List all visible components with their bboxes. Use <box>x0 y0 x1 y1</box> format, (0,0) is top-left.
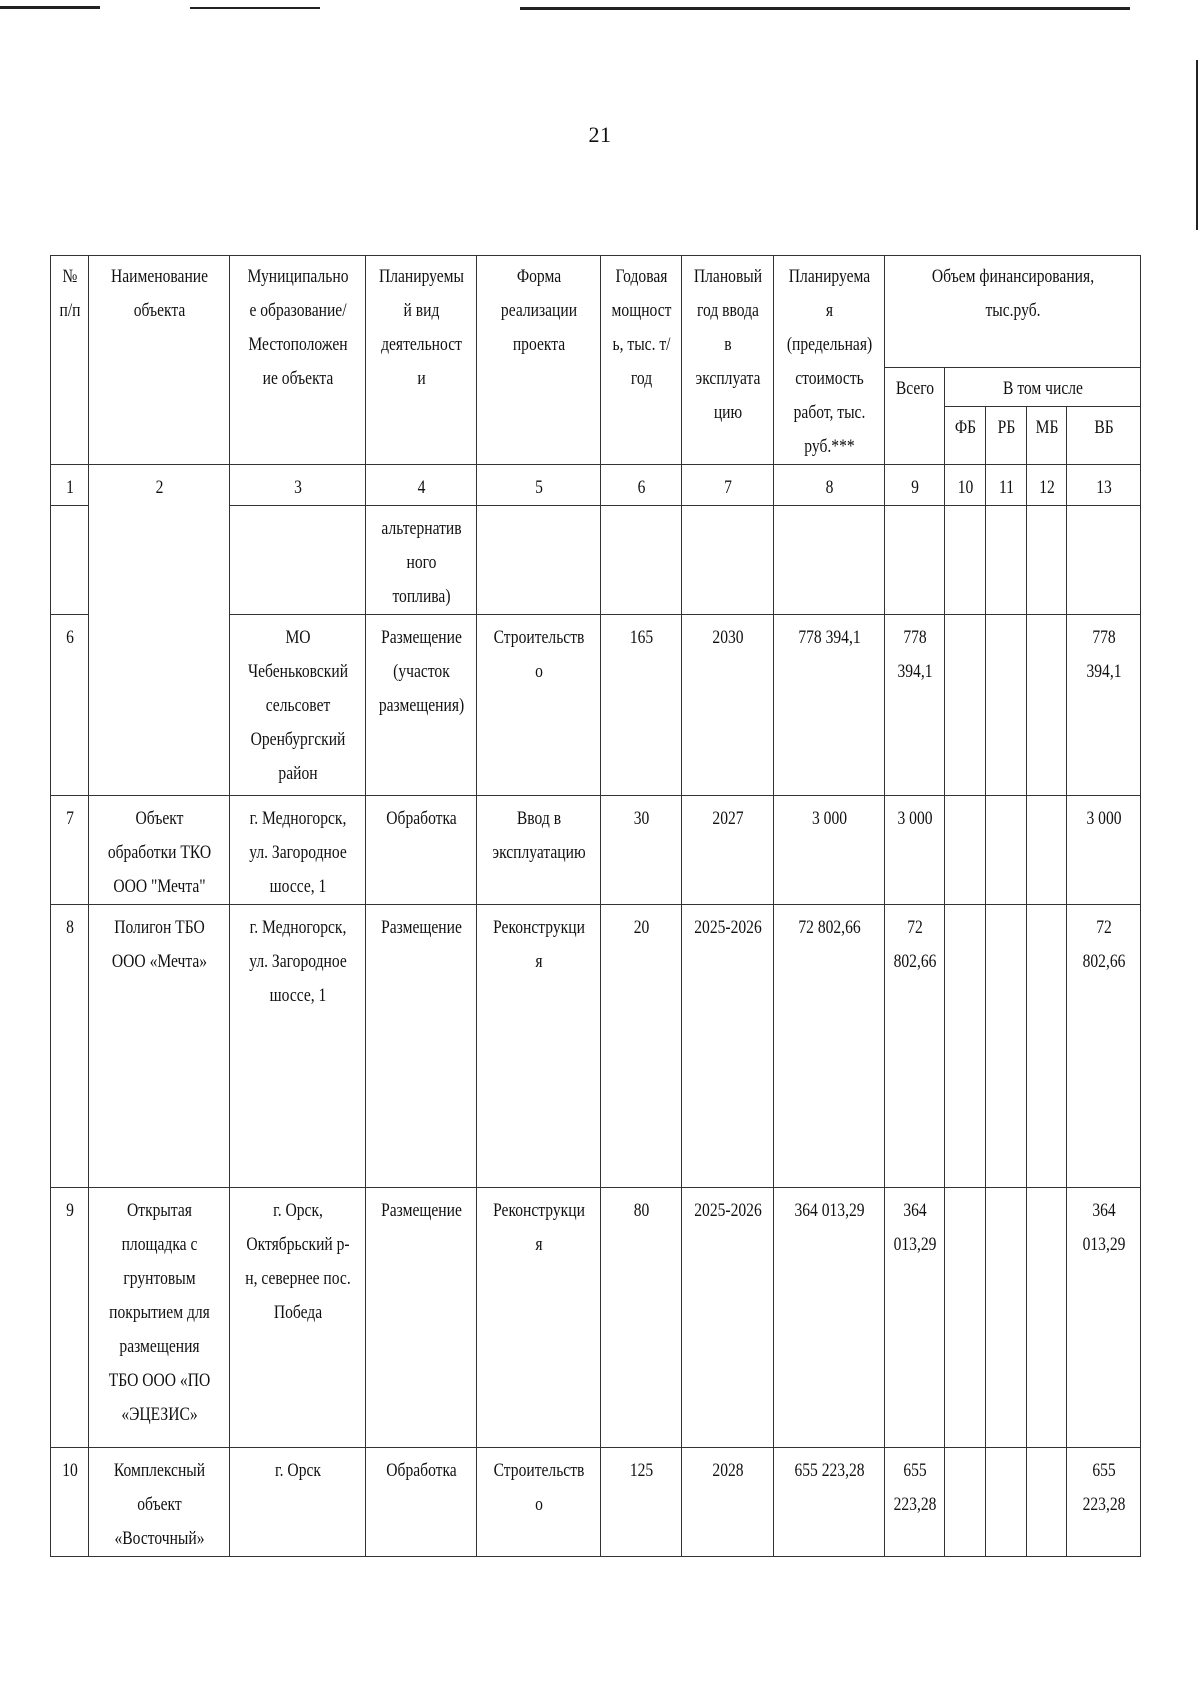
column-number-row <box>51 465 1141 506</box>
row-year: 2025-2026 <box>690 1188 765 1448</box>
page-number: 21 <box>588 122 612 147</box>
table-cell <box>101 506 217 615</box>
row-year: 2028 <box>690 1448 765 1557</box>
row-total: 364 013,29 <box>890 1188 939 1448</box>
row-municipality: г. Медногорск, ул. Загородное шоссе, 1 <box>242 796 354 905</box>
row-num: 9 <box>54 1188 85 1448</box>
row-year: 2025-2026 <box>690 905 765 1188</box>
table-cell <box>488 506 590 615</box>
row-fb <box>948 796 982 905</box>
row-mb <box>1030 615 1063 796</box>
table-cell <box>948 506 982 615</box>
row-capacity: 80 <box>608 1188 674 1448</box>
row-rb <box>989 1448 1023 1557</box>
header-municipality: Муниципальное образование/ Местоположение объекта <box>242 256 354 465</box>
header-num: № п/п <box>54 256 85 465</box>
row-name <box>101 615 217 796</box>
row-form: Реконструкция <box>488 905 590 1188</box>
column-number: 2 <box>101 465 217 506</box>
header-capacity: Годовая мощность, тыс. т/год <box>608 256 674 465</box>
table-cell <box>989 506 1023 615</box>
row-total: 655 223,28 <box>890 1448 939 1557</box>
continuation-row <box>51 506 1141 615</box>
row-cost: 3 000 <box>783 796 874 905</box>
row-vb: 364 013,29 <box>1073 1188 1134 1448</box>
table-cell <box>242 506 354 615</box>
row-mb <box>1030 796 1063 905</box>
row-mb <box>1030 1188 1063 1448</box>
column-number: 11 <box>989 465 1023 506</box>
row-mb <box>1030 1448 1063 1557</box>
row-activity: Размещение <box>375 905 466 1188</box>
row-year: 2027 <box>690 796 765 905</box>
column-number: 9 <box>890 465 939 506</box>
column-number: 12 <box>1030 465 1063 506</box>
table-cell <box>1073 506 1134 615</box>
column-number: 4 <box>375 465 466 506</box>
row-year: 2030 <box>690 615 765 796</box>
header-name: Наименование объекта <box>101 256 217 465</box>
table-cell <box>1030 506 1063 615</box>
row-activity: Размещение (участок размещения) <box>375 615 466 796</box>
table-header <box>51 256 1141 465</box>
table-cell <box>608 506 674 615</box>
header-rb: РБ <box>989 407 1023 465</box>
header-mb: МБ <box>1030 407 1063 465</box>
row-total: 72 802,66 <box>890 905 939 1188</box>
header-year: Плановый год ввода в эксплуатацию <box>690 256 765 465</box>
row-form: Строительство <box>488 1448 590 1557</box>
row-total: 3 000 <box>890 796 939 905</box>
table-cell <box>690 506 765 615</box>
row-num: 6 <box>54 615 85 796</box>
header-including: В том числе <box>962 368 1123 407</box>
table-body <box>51 465 1141 1557</box>
table-cell <box>54 506 85 615</box>
header-form: Форма реализации проекта <box>488 256 590 465</box>
row-fb <box>948 1448 982 1557</box>
row-capacity: 20 <box>608 905 674 1188</box>
row-cost: 778 394,1 <box>783 615 874 796</box>
row-municipality: МО Чебеньковский сельсовет Оренбургский район <box>242 615 354 796</box>
row-activity: Размещение <box>375 1188 466 1448</box>
row-municipality: г. Медногорск, ул. Загородное шоссе, 1 <box>242 905 354 1188</box>
table-row <box>51 796 1141 905</box>
row-vb: 72 802,66 <box>1073 905 1134 1188</box>
row-name: Объект обработки ТКО ООО "Мечта" <box>101 796 217 905</box>
column-number: 13 <box>1073 465 1134 506</box>
row-rb <box>989 615 1023 796</box>
row-activity: Обработка <box>375 1448 466 1557</box>
table-cell <box>783 506 874 615</box>
row-mb <box>1030 905 1063 1188</box>
column-number: 3 <box>242 465 354 506</box>
row-fb <box>948 615 982 796</box>
row-rb <box>989 905 1023 1188</box>
row-activity: Обработка <box>375 796 466 905</box>
scan-edge-top-left <box>0 6 100 9</box>
row-capacity: 165 <box>608 615 674 796</box>
header-fb: ФБ <box>948 407 982 465</box>
header-cost: Планируемая (предельная) стоимость работ, тыс. руб.*** <box>783 256 874 465</box>
row-form: Реконструкция <box>488 1188 590 1448</box>
header-activity: Планируемый вид деятельности <box>375 256 466 465</box>
row-name: Открытая площадка с грунтовым покрытием для размещения ТБО ООО «ПО «ЭЦЕЗИС» <box>101 1188 217 1448</box>
facilities-table <box>50 255 1141 1557</box>
scan-edge-top-right <box>520 7 1130 10</box>
row-vb: 778 394,1 <box>1073 615 1134 796</box>
column-number: 1 <box>54 465 85 506</box>
row-vb: 3 000 <box>1073 796 1134 905</box>
row-form: Строительство <box>488 615 590 796</box>
header-total: Всего <box>890 368 939 465</box>
row-vb: 655 223,28 <box>1073 1448 1134 1557</box>
continuation-activity: альтернативного топлива) <box>375 506 466 615</box>
row-cost: 72 802,66 <box>783 905 874 1188</box>
row-num: 7 <box>54 796 85 905</box>
row-num: 8 <box>54 905 85 1188</box>
header-vb: ВБ <box>1073 407 1134 465</box>
row-name: Полигон ТБО ООО «Мечта» <box>101 905 217 1188</box>
table-row <box>51 1448 1141 1557</box>
table-row <box>51 615 1141 796</box>
column-number: 7 <box>690 465 765 506</box>
row-capacity: 30 <box>608 796 674 905</box>
header-financing: Объем финансирования, тыс.руб. <box>908 256 1118 368</box>
table-cell <box>890 506 939 615</box>
table-row <box>51 1188 1141 1448</box>
row-form: Ввод в эксплуатацию <box>488 796 590 905</box>
row-fb <box>948 905 982 1188</box>
column-number: 8 <box>783 465 874 506</box>
column-number: 10 <box>948 465 982 506</box>
row-name: Комплексный объект «Восточный» <box>101 1448 217 1557</box>
row-municipality: г. Орск <box>242 1448 354 1557</box>
column-number: 6 <box>608 465 674 506</box>
row-total: 778 394,1 <box>890 615 939 796</box>
row-municipality: г. Орск, Октябрьский р-н, севернее пос. Победа <box>242 1188 354 1448</box>
row-cost: 655 223,28 <box>783 1448 874 1557</box>
row-num: 10 <box>54 1448 85 1557</box>
column-number: 5 <box>488 465 590 506</box>
row-rb <box>989 796 1023 905</box>
row-cost: 364 013,29 <box>783 1188 874 1448</box>
table-row <box>51 905 1141 1188</box>
row-rb <box>989 1188 1023 1448</box>
row-capacity: 125 <box>608 1448 674 1557</box>
row-fb <box>948 1188 982 1448</box>
scan-edge-top-mid <box>190 7 320 9</box>
